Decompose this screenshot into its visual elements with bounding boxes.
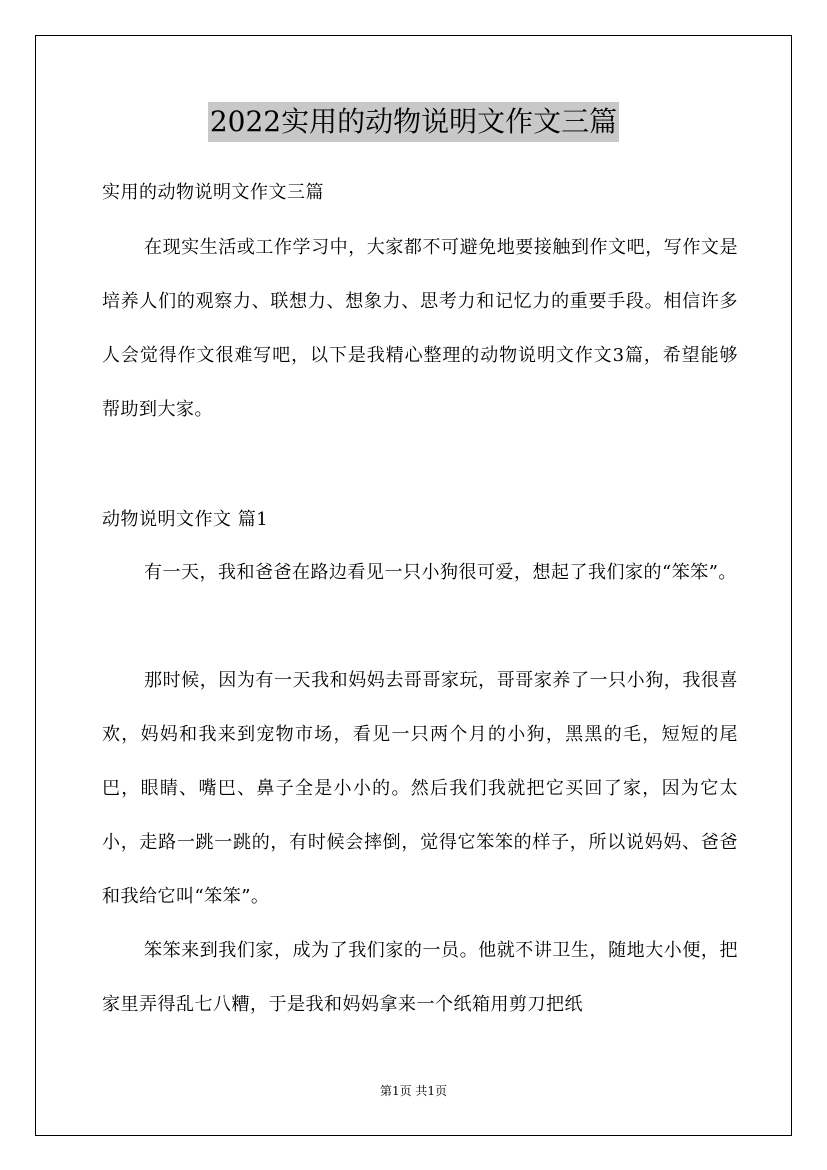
page-footer: 第1页 共1页: [379, 1084, 448, 1098]
paragraph-3: 笨笨来到我们家，成为了我们家的一员。他就不讲卫生，随地大小便，把家里弄得乱七八糟，于是我和妈妈拿来一个纸箱用剪刀把纸: [102, 940, 738, 1015]
document-title: 2022实用的动物说明文作文三篇: [208, 102, 619, 142]
paragraph-1: 有一天，我和爸爸在路边看见一只小狗很可爱，想起了我们家的“笨笨”。: [144, 562, 737, 583]
section-heading: 动物说明文作文 篇1: [102, 509, 269, 530]
title-container: [0, 102, 827, 142]
document-subtitle: 实用的动物说明文作文三篇: [102, 182, 324, 203]
intro-paragraph: 在现实生活或工作学习中，大家都不可避免地要接触到作文吧，写作文是培养人们的观察力、联想力、想象力、思考力和记忆力的重要手段。相信许多人会觉得作文很难写吧，以下是我精心整理的动物说明文作文3篇，希望能够帮助到大家。: [102, 237, 738, 420]
paragraph-2: 那时候，因为有一天我和妈妈去哥哥家玩，哥哥家养了一只小狗，我很喜欢，妈妈和我来到宠物市场，看见一只两个月的小狗，黑黑的毛，短短的尾巴，眼睛、嘴巴、鼻子全是小小的。然后我们我就把它买回了家，因为它太小，走路一跳一跳的，有时候会摔倒，觉得它笨笨的样子，所以说妈妈、爸爸和我给它叫“笨笨”。: [102, 670, 738, 907]
